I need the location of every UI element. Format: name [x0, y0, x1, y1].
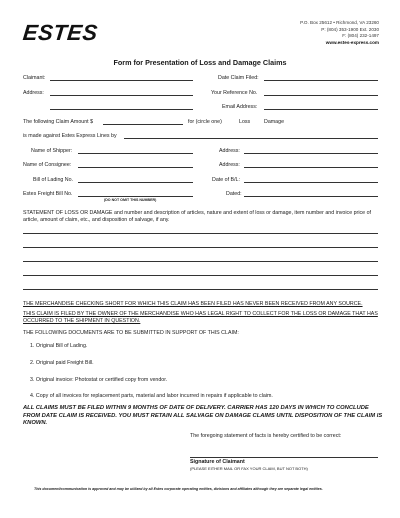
freight-bill-field[interactable] [78, 196, 193, 197]
consignee-address-field[interactable] [244, 167, 378, 168]
document-item: 3. Original invoice: Photostat or certified copy from vendor. [30, 377, 168, 383]
damage-option[interactable]: Damage [264, 119, 285, 125]
document-item: 2. Original paid Freight Bill. [30, 360, 94, 366]
circle-one-label: for (circle one) [188, 119, 222, 125]
consignee-name-label: Name of Consignee: [23, 162, 72, 168]
phone-line: P: (804) 353-1900 Ext. 2030 [321, 26, 379, 32]
shipper-address-label: Address: [219, 148, 240, 154]
website-link[interactable]: www.estes-express.com [325, 39, 379, 45]
email-address-field[interactable] [264, 109, 378, 110]
owner-declaration: THIS CLAIM IS FILED BY THE OWNER OF THE MERCHANDISE WHO HAS LEGAL RIGHT TO COLLECT FOR THE LOSS OR DAMAGE THAT HAS OCCURRED TO THE SHIPMENT IN QUESTION. [23, 311, 378, 324]
statement-line[interactable] [23, 289, 378, 290]
your-reference-field[interactable] [264, 95, 378, 96]
date-of-bl-label: Date of B/L: [212, 177, 240, 183]
fax-line: F: (804) 232-1497 [342, 33, 379, 39]
date-claim-filed-field[interactable] [264, 80, 378, 81]
claim-amount-label: The following Claim Amount $ [23, 119, 94, 125]
statement-line[interactable] [23, 261, 378, 262]
claimant-address-field[interactable] [50, 95, 193, 96]
document-item: 4. Copy of all invoices for replacement parts, material and labor incurred in repairs if applicable to claim. [30, 393, 273, 399]
claimant-label: Claimant: [23, 75, 46, 81]
statement-line[interactable] [23, 233, 378, 234]
document-item: 1. Original Bill of Lading. [30, 343, 88, 349]
dated-label: Dated: [226, 191, 242, 197]
claimant-field[interactable] [50, 80, 193, 81]
email-address-label: Email Address: [222, 104, 258, 110]
made-against-field[interactable] [124, 138, 378, 139]
shipper-name-label: Name of Shipper: [31, 148, 73, 154]
your-reference-label: Your Reference No. [211, 90, 258, 96]
certification-statement: The foregoing statement of facts is hereby certified to be correct: [190, 433, 342, 439]
statement-line[interactable] [23, 275, 378, 276]
mail-or-fax-note: (PLEASE EITHER MAIL OR FAX YOUR CLAIM, BUT NOT BOTH) [190, 466, 308, 471]
made-against-label: is made against Estes Express Lines by [23, 133, 117, 139]
shortage-declaration: THE MERCHANDISE CHECKING SHORT FOR WHICH THIS CLAIM HAS BEEN FILED HAS NEVER BEEN RECEIVED FROM ANY SOURCE. [23, 301, 363, 307]
claimant-address-label: Address: [23, 90, 44, 96]
signature-field[interactable] [190, 457, 378, 458]
date-of-bl-field[interactable] [244, 182, 378, 183]
shipper-name-field[interactable] [78, 153, 193, 154]
do-not-omit-note: (DO NOT OMIT THIS NUMBER) [104, 198, 157, 202]
form-title: Form for Presentation of Loss and Damage Claims [113, 58, 287, 67]
bill-of-lading-field[interactable] [78, 182, 193, 183]
statement-instructions: STATEMENT OF LOSS OR DAMAGE and number and description of articles, nature and extent of loss or damage, item number and invoice price of article, amount of claim, etc., and disposition of salvage, if any. [23, 210, 371, 223]
documents-heading: THE FOLLOWING DOCUMENTS ARE TO BE SUBMITTED IN SUPPORT OF THIS CLAIM: [23, 330, 239, 336]
company-address [249, 20, 379, 46]
footer-disclaimer: This document/communication is approved and may be utilized by all Estes corporate operating entities, divisions and affiliates although they are separate legal entities. [34, 487, 323, 491]
bill-of-lading-label: Bill of Lading No. [33, 177, 74, 183]
filing-deadline-warning: ALL CLAIMS MUST BE FILED WITHIN 9 MONTHS OF DATE OF DELIVERY. CARRIER HAS 120 DAYS IN WHICH TO CONCLUDE FROM DATE CLAIM IS RECEIVED. YOU MUST RETAIN ALL SALVAGE ON DAMAGE CLAIMS UNTIL DISPOSITION OF THE CLAIM IS KNOWN. [23, 405, 383, 426]
loss-option[interactable]: Loss [239, 119, 251, 125]
consignee-name-field[interactable] [78, 167, 193, 168]
claimant-address-line2-field[interactable] [50, 109, 193, 110]
statement-line[interactable] [23, 247, 378, 248]
claim-amount-field[interactable] [103, 124, 183, 125]
shipper-address-field[interactable] [244, 153, 378, 154]
consignee-address-label: Address: [219, 162, 240, 168]
signature-label: Signature of Claimant [190, 459, 245, 465]
freight-bill-label: Estes Freight Bill No. [23, 191, 73, 197]
address-line: P.O. Box 25612 • Richmond, VA 23260 [300, 20, 379, 25]
date-claim-filed-label: Date Claim Filed: [218, 75, 259, 81]
dated-field[interactable] [244, 196, 378, 197]
estes-logo: ESTES [21, 20, 100, 45]
